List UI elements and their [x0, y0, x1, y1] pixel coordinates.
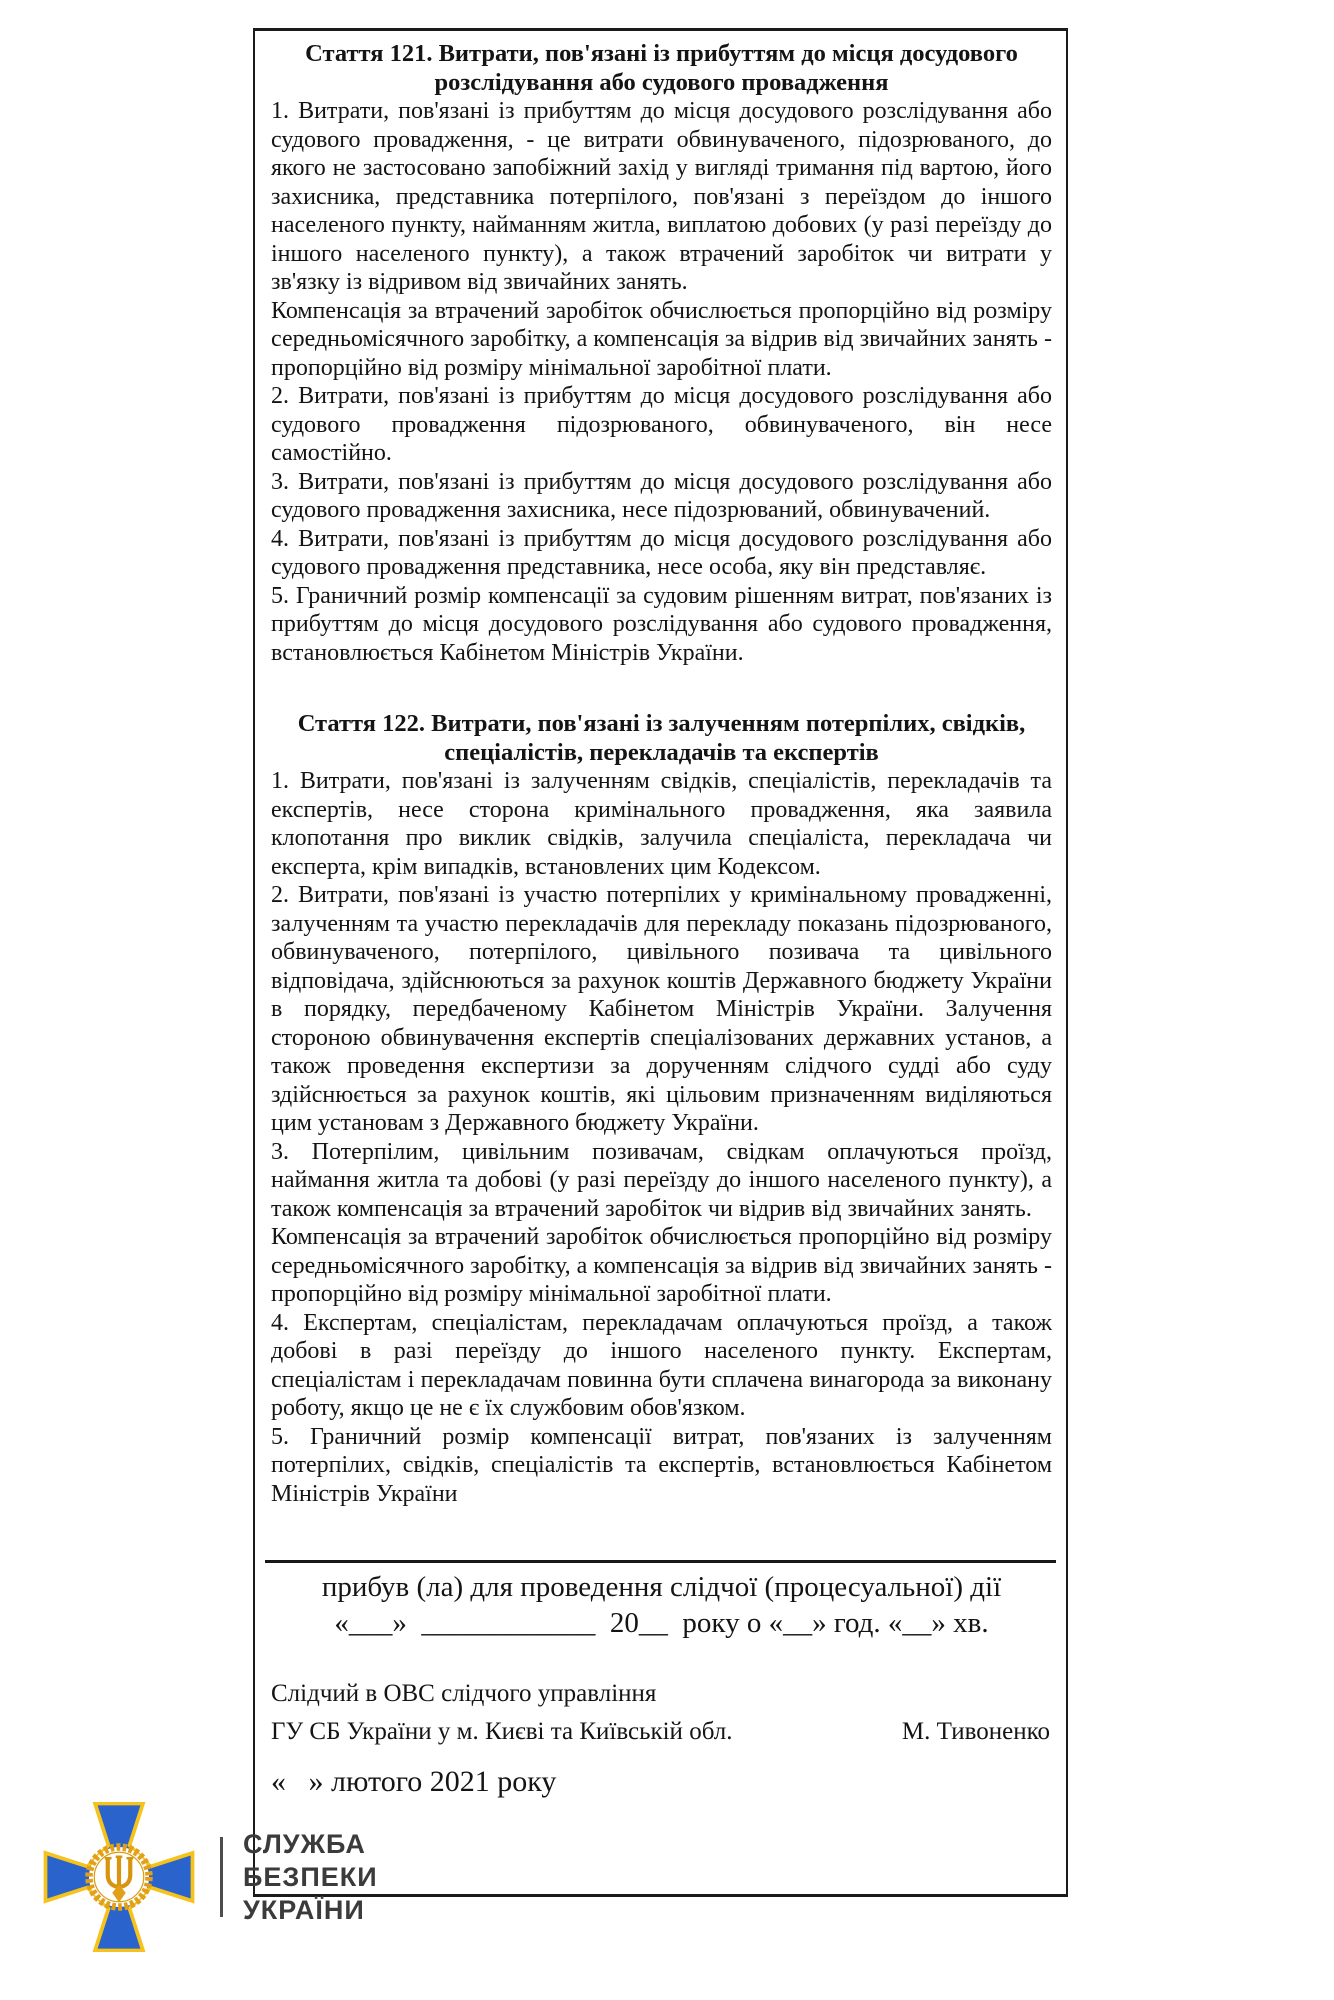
investigator-name: М. Тивоненко	[901, 1718, 1050, 1745]
article-121-paragraph: 5. Граничний розмір компенсації за судовим рішенням витрат, пов'язаних із прибуттям до місця досудового розслідування або судового провадження, встановлюється Кабінетом Міністрів України.	[271, 582, 1052, 666]
sbu-cross-emblem-icon	[42, 1802, 196, 1952]
article-121-paragraph: Компенсація за втрачений заробіток обчислюється пропорційно від розміру середньомісячного заробітку, а компенсація за відрив від звичайних занять - пропорційно від розміру мінімальної заробітної плати.	[271, 297, 1052, 381]
article-122-paragraph: 2. Витрати, пов'язані із участю потерпілих у кримінальному провадженні, залученням та участю перекладачів для перекладу показань підозрюваного, обвинуваченого, потерпілого, цивільного позивача та цивільного відповідача, здійснюються за рахунок коштів Державного бюджету України в порядку, передбаченому Кабінетом Міністрів України. Залучення стороною обвинувачення експертів спеціалізованих державних установ, а також проведення експертизи за дорученням слідчого судді або суду здійснюється за рахунок коштів, які цільовим призначенням виділяються цим установам з Державного бюджету України.	[271, 882, 1052, 1136]
arrival-line: прибув (ла) для проведення слідчої (процесуальної) дії	[321, 1571, 1002, 1603]
arrival-block	[271, 1569, 1052, 1641]
logo-text-line: УКРАЇНИ	[243, 1894, 365, 1925]
department-line: ГУ СБ України у м. Києві та Київській обл.	[271, 1718, 733, 1745]
signature-row	[271, 1717, 1052, 1747]
signature-rule	[265, 1560, 1056, 1563]
logo-text-line: БЕЗПЕКИ	[243, 1861, 378, 1892]
article-122-paragraph: Компенсація за втрачений заробіток обчислюється пропорційно від розміру середньомісячного заробітку, а компенсація за відрив від звичайних занять - пропорційно від розміру мінімальної заробітної плати.	[271, 1224, 1052, 1307]
article-121-paragraph: 2. Витрати, пов'язані із прибуттям до місця досудового розслідування або судового провадження підозрюваного, обвинуваченого, він несе самостійно.	[271, 383, 1052, 466]
investigator-title-line: Слідчий в ОВС слідчого управління	[271, 1680, 657, 1707]
signature-block	[271, 1679, 1052, 1799]
arrival-blank-fields-line: «___» ____________ 20__ року о «__» год. «__» хв.	[334, 1607, 989, 1639]
article-122-title: Стаття 122. Витрати, пов'язані із залученням потерпілих, свідків, спеціалістів, перекладачів та експертів	[297, 710, 1026, 766]
article-121-paragraph: 1. Витрати, пов'язані із прибуттям до місця досудового розслідування або судового провадження, - це витрати обвинуваченого, підозрюваного, до якого не застосовано запобіжний захід у вигляді тримання під вартою, його захисника, представника потерпілого, пов'язані з переїздом до іншого населеного пункту, найманням житла, виплатою добових (у разі переїзду до іншого населеного пункту), а також втрачений заробіток чи витрати у зв'язку із відривом від звичайних занять.	[271, 98, 1052, 295]
date-line: « » лютого 2021 року	[271, 1765, 557, 1798]
scanned-document-page	[253, 28, 1068, 1897]
article-122-paragraph: 4. Експертам, спеціалістам, перекладачам оплачуються проїзд, а також добові в разі переїзду до іншого населеного пункту. Експертам, спеціалістам і перекладачам повинна бути сплачена винагорода за виконану роботу, якщо це не є їх службовим обов'язком.	[271, 1309, 1052, 1421]
article-122-paragraph: 1. Витрати, пов'язані із залученням свідків, спеціалістів, перекладачів та експертів, несе сторона кримінального провадження, яка заявила клопотання про виклик свідків, залучила спеціаліста, перекладача чи експерта, крім випадків, встановлених цим Кодексом.	[271, 768, 1052, 880]
logo-text-line: СЛУЖБА	[243, 1828, 366, 1859]
sbu-logo	[42, 1802, 378, 1952]
sbu-wordmark	[243, 1828, 378, 1927]
article-121-paragraph: 4. Витрати, пов'язані із прибуттям до місця досудового розслідування або судового провадження представника, несе особа, яку він представляє.	[271, 525, 1052, 580]
article-121-title: Стаття 121. Витрати, пов'язані із прибуттям до місця досудового розслідування або судового провадження	[305, 40, 1018, 96]
article-122-paragraph: 3. Потерпілим, цивільним позивачам, свідкам оплачуються проїзд, наймання житла та добові (у разі переїзду до іншого населеного пункту), а також компенсація за втрачений заробіток чи відрив від звичайних занять.	[271, 1138, 1052, 1222]
article-121-paragraph: 3. Витрати, пов'язані із прибуттям до місця досудового розслідування або судового провадження захисника, несе підозрюваний, обвинувачений.	[271, 468, 1052, 523]
logo-divider	[220, 1837, 223, 1917]
article-122-paragraph: 5. Граничний розмір компенсації витрат, пов'язаних із залученням потерпілих, свідків, спеціалістів та експертів, встановлюється Кабінетом Міністрів України	[271, 1423, 1052, 1507]
